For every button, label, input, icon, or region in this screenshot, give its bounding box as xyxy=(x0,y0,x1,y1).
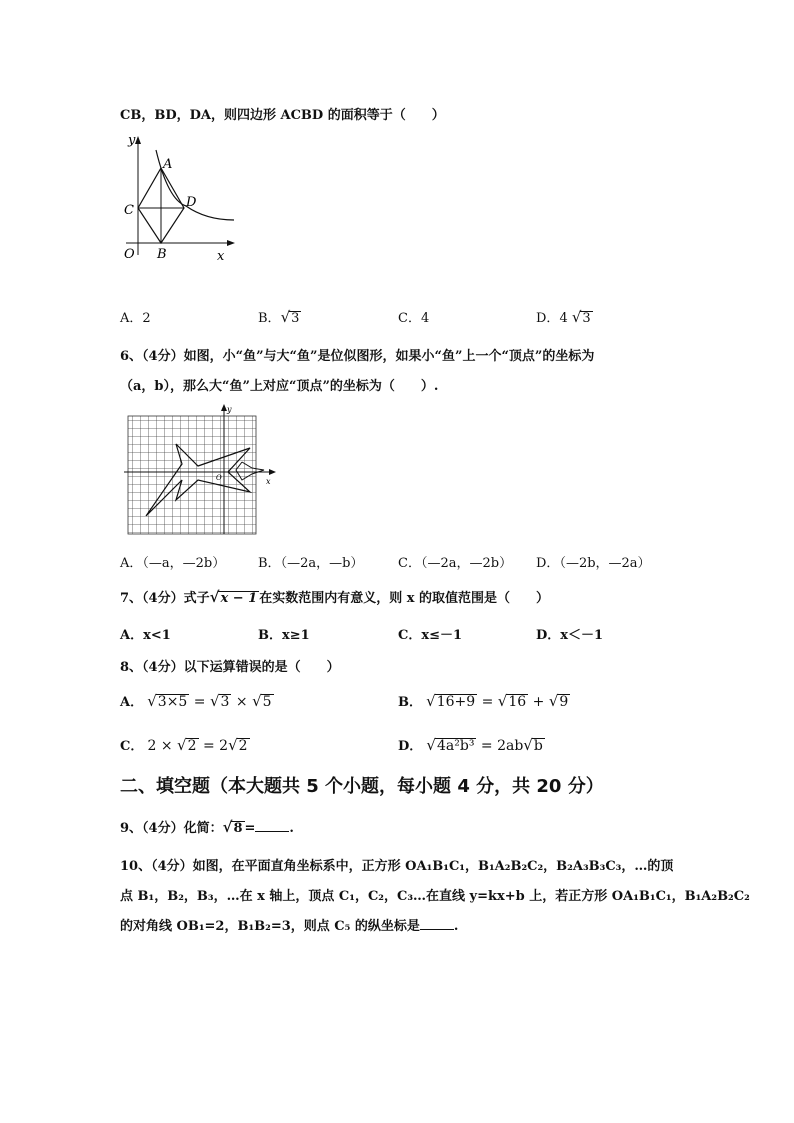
q7-option-a[interactable]: A．x<1 xyxy=(120,628,171,643)
fig6-label-o: O xyxy=(216,474,222,482)
fig5-label-a: A xyxy=(163,157,173,172)
q6-fish-figure xyxy=(124,404,276,536)
q9-stem: 9、（4分）化简：√8 = . xyxy=(120,818,294,836)
q6-option-d[interactable]: D．（—2b，—2a） xyxy=(536,556,651,571)
fig5-label-b: B xyxy=(157,247,167,262)
fig5-label-d: D xyxy=(186,195,197,210)
q8-option-a[interactable]: A． √3×5 = √3 × √5 xyxy=(120,692,272,710)
fig5-label-o: O xyxy=(124,247,135,262)
q7-option-c[interactable]: C．x≤－1 xyxy=(398,628,463,643)
q5-option-b[interactable]: B．√3 xyxy=(258,308,300,326)
q6-option-b[interactable]: B．（—2a，—b） xyxy=(258,556,364,571)
q10-line1: 10、（4分）如图，在平面直角坐标系中，正方形 OA₁B₁C₁，B₁A₂B₂C₂，B₂A₃B₃C₃，…的顶 xyxy=(120,859,674,874)
q6-option-a[interactable]: A．（—a，—2b） xyxy=(120,556,226,571)
q5-stem: CB，BD，DA，则四边形 ACBD 的面积等于（ ） xyxy=(120,108,445,123)
q8-option-d[interactable]: D． √4a²b³ = 2ab√b xyxy=(398,736,543,754)
q9-answer-blank[interactable] xyxy=(255,831,289,832)
q5-option-d[interactable]: D．4 √3 xyxy=(536,308,591,326)
q5-option-a[interactable]: A．2 xyxy=(120,311,151,326)
section-title: 二、填空题（本大题共 5 个小题，每小题 4 分，共 20 分） xyxy=(120,776,604,797)
q8-option-b[interactable]: B． √16+9 = √16 + √9 xyxy=(398,692,569,710)
fig5-label-x: x xyxy=(217,249,225,264)
fig6-label-y: y xyxy=(227,405,232,414)
q8-stem: 8、（4分）以下运算错误的是（ ） xyxy=(120,660,340,675)
fig6-label-x: x xyxy=(266,477,271,486)
q10-line3: 的对角线 OB₁=2，B₁B₂=3，则点 C₅ 的纵坐标是 . xyxy=(120,919,459,934)
q7-stem: 7、（4分）式子√x − 1 在实数范围内有意义，则 x 的取值范围是（ ） xyxy=(120,588,550,606)
fig5-label-y: y xyxy=(128,133,136,148)
q6-option-c[interactable]: C．（—2a，—2b） xyxy=(398,556,513,571)
q5-option-c[interactable]: C．4 xyxy=(398,311,430,326)
q7-option-d[interactable]: D．x＜－1 xyxy=(536,628,604,643)
q8-option-c[interactable]: C． 2 × √2 = 2√2 xyxy=(120,736,248,754)
fig5-label-c: C xyxy=(124,203,134,218)
q5-figure xyxy=(116,130,238,265)
q7-option-b[interactable]: B．x≥1 xyxy=(258,628,310,643)
q10-line2: 点 B₁，B₂，B₃，…在 x 轴上，顶点 C₁，C₂，C₃…在直线 y=kx+b 上，若正方形 OA₁B₁C₁，B₁A₂B₂C₂ xyxy=(120,889,750,904)
q6-line2: （a，b），那么大“鱼”上对应“顶点”的坐标为（ ）. xyxy=(120,379,439,394)
q6-line1: 6、（4分）如图，小“鱼”与大“鱼”是位似图形，如果小“鱼”上一个“顶点”的坐标为 xyxy=(120,349,595,364)
q10-answer-blank[interactable] xyxy=(420,929,454,930)
